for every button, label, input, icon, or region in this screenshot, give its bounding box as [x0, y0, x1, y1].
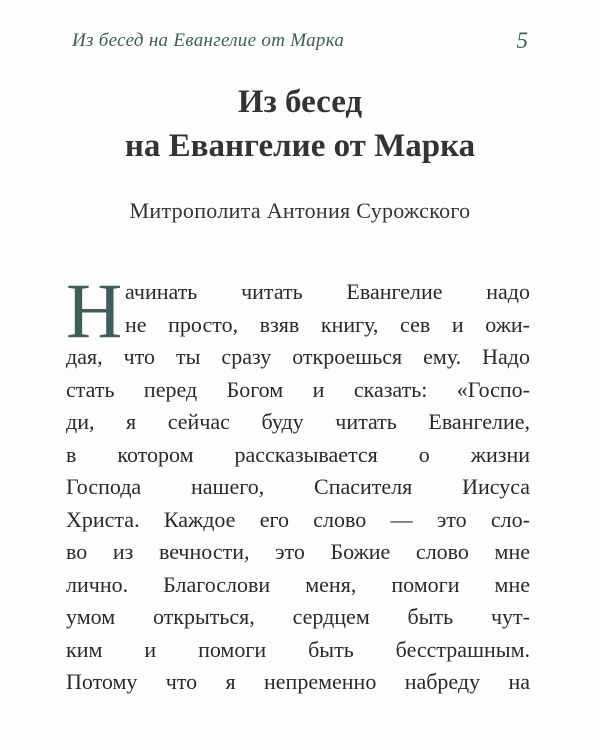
- chapter-title-line-1: Из бесед: [237, 84, 363, 120]
- body-line: лично. Благослови меня, помоги мне: [66, 571, 530, 597]
- running-header: [72, 28, 528, 58]
- body-line: не просто, взяв книгу, сев и ожи-: [125, 311, 530, 337]
- body-line: Потому что я непременно набреду на: [66, 669, 530, 694]
- body-line: ачинать читать Евангелие надо: [125, 279, 530, 304]
- body-line: умом открыться, сердцем быть чут-: [66, 604, 530, 629]
- running-title: Из бесед на Евангелие от Марка: [72, 30, 345, 51]
- chapter-title: [0, 80, 600, 168]
- body-line: во из вечности, это Божие слово мне: [66, 539, 530, 564]
- body-line: в котором рассказывается о жизни: [66, 441, 530, 467]
- body-line: ким и помоги быть бесстрашным.: [66, 636, 530, 662]
- body-line: Христа. Каждое его слово — это сло-: [66, 506, 530, 532]
- body-line: Господа нашего, Спасителя Иисуса: [66, 474, 530, 499]
- body-line: дая, что ты сразу откроешься ему. Надо: [66, 344, 530, 369]
- body-line: ди, я сейчас буду читать Евангелие,: [66, 409, 530, 434]
- drop-cap: Н: [66, 267, 123, 354]
- body-text: [66, 267, 530, 699]
- author-name: Митрополита Антония Сурожского: [129, 198, 471, 223]
- body-line: стать перед Богом и сказать: «Госпо-: [66, 376, 530, 402]
- page-number: 5: [516, 28, 528, 53]
- chapter-title-line-2: на Евангелие от Марка: [124, 128, 476, 164]
